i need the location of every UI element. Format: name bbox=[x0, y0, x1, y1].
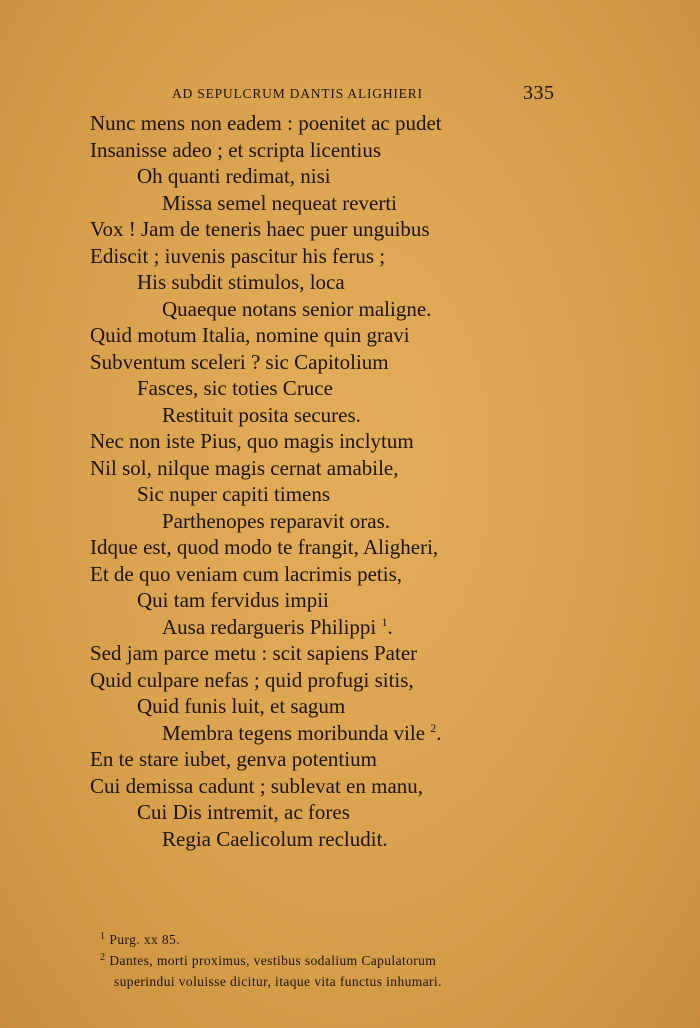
poem-line bbox=[90, 773, 423, 800]
poem-line-text: Nil sol, nilque magis cernat amabile, bbox=[90, 455, 399, 480]
poem-line bbox=[162, 296, 431, 323]
poem-line-text: Sed jam parce metu : scit sapiens Pater bbox=[90, 641, 418, 665]
poem-line bbox=[90, 746, 377, 773]
poem-line-text: Sic nuper capiti timens bbox=[137, 482, 331, 506]
poem-line bbox=[90, 640, 417, 667]
poem-line-text: Fasces, sic toties Cruce bbox=[137, 376, 333, 400]
footnote-reference: 1 bbox=[381, 614, 388, 629]
poem-line-text: Cui Dis intremit, ac fores bbox=[137, 800, 350, 824]
poem-line bbox=[90, 322, 410, 349]
footnote-line bbox=[100, 930, 180, 950]
footnote-reference: 2 bbox=[430, 720, 437, 735]
footnote-text: superindui voluisse dicitur, itaque vita functus inhumari. bbox=[114, 974, 442, 989]
poem-line-text: Cui demissa cadunt ; sublevat en manu, bbox=[90, 773, 424, 798]
poem-line bbox=[162, 190, 397, 217]
poem-line-text: Restituit posita secures. bbox=[162, 402, 361, 427]
footnote-line bbox=[100, 951, 436, 971]
poem-line bbox=[90, 534, 438, 561]
poem-line-text: Quaeque notans senior maligne. bbox=[162, 296, 432, 321]
footnote-number: 2 bbox=[100, 951, 106, 963]
poem-line bbox=[90, 110, 442, 137]
poem-line bbox=[90, 455, 399, 482]
poem-line-text: En te stare iubet, genva potentium bbox=[90, 747, 377, 771]
poem-line bbox=[137, 587, 329, 614]
poem-line-text: Parthenopes reparavit oras. bbox=[162, 508, 390, 533]
poem-line bbox=[137, 693, 345, 720]
poem-line-text: Et de quo veniam cum lacrimis petis, bbox=[90, 561, 403, 586]
poem-line-text: Quid motum Italia, nomine quin gravi bbox=[90, 323, 410, 347]
poem-line bbox=[90, 137, 381, 164]
poem-line bbox=[90, 216, 430, 243]
poem-line-text: Quid funis luit, et sagum bbox=[137, 694, 346, 718]
poem-line-text: Ediscit ; iuvenis pascitur his ferus ; bbox=[90, 243, 386, 268]
poem-line bbox=[162, 508, 390, 535]
poem-line bbox=[90, 428, 414, 455]
poem-line: Membra tegens moribunda vile $^2$. bbox=[162, 720, 442, 745]
poem-line-text: Subventum sceleri ? sic Capitolium bbox=[90, 349, 389, 374]
poem-line bbox=[90, 561, 402, 588]
poem-line-text: Qui tam fervidus impii bbox=[137, 588, 329, 612]
poem-line bbox=[137, 375, 333, 402]
poem-line: Ausa redargueris Philippi $^1$. bbox=[162, 614, 393, 639]
poem-line bbox=[137, 481, 330, 508]
poem-line bbox=[162, 402, 361, 429]
poem-line bbox=[137, 799, 350, 826]
poem-line bbox=[137, 163, 331, 190]
poem-line-text: Membra tegens moribunda vile bbox=[162, 720, 426, 745]
poem-line-text: Vox ! Jam de teneris haec puer unguibus bbox=[90, 217, 430, 241]
poem-line-text: Nec non iste Pius, quo magis inclytum bbox=[90, 429, 414, 453]
poem-line-text: His subdit stimulos, loca bbox=[137, 270, 345, 294]
footnote-text: Dantes, morti proximus, vestibus sodalium Capulatorum bbox=[109, 953, 437, 968]
poem-line bbox=[137, 269, 345, 296]
poem-line-text: Quid culpare nefas ; quid profugi sitis, bbox=[90, 667, 414, 692]
poem-line-text: Nunc mens non eadem : poenitet ac pudet bbox=[90, 111, 442, 135]
poem-line bbox=[90, 349, 389, 376]
footnote-line bbox=[114, 972, 442, 992]
poem-line bbox=[90, 667, 414, 694]
footnote-text: Purg. xx 85. bbox=[109, 932, 180, 947]
poem-line bbox=[90, 243, 385, 270]
running-head bbox=[0, 82, 700, 106]
poem-line-text: Idque est, quod modo te frangit, Aligheri, bbox=[90, 535, 439, 559]
poem-line-text: Insanisse adeo ; et scripta licentius bbox=[90, 137, 381, 162]
poem-line-text: Ausa redargueris Philippi bbox=[162, 614, 377, 639]
poem-line-text: Missa semel nequeat reverti bbox=[162, 190, 397, 215]
page-number: 335 bbox=[523, 82, 555, 104]
poem-line bbox=[162, 826, 388, 853]
poem-line-text: Regia Caelicolum recludit. bbox=[162, 826, 388, 851]
footnote-number: 1 bbox=[100, 930, 106, 942]
running-title: AD SEPULCRUM DANTIS ALIGHIERI bbox=[172, 86, 423, 101]
poem-line-text: Oh quanti redimat, nisi bbox=[137, 164, 331, 188]
